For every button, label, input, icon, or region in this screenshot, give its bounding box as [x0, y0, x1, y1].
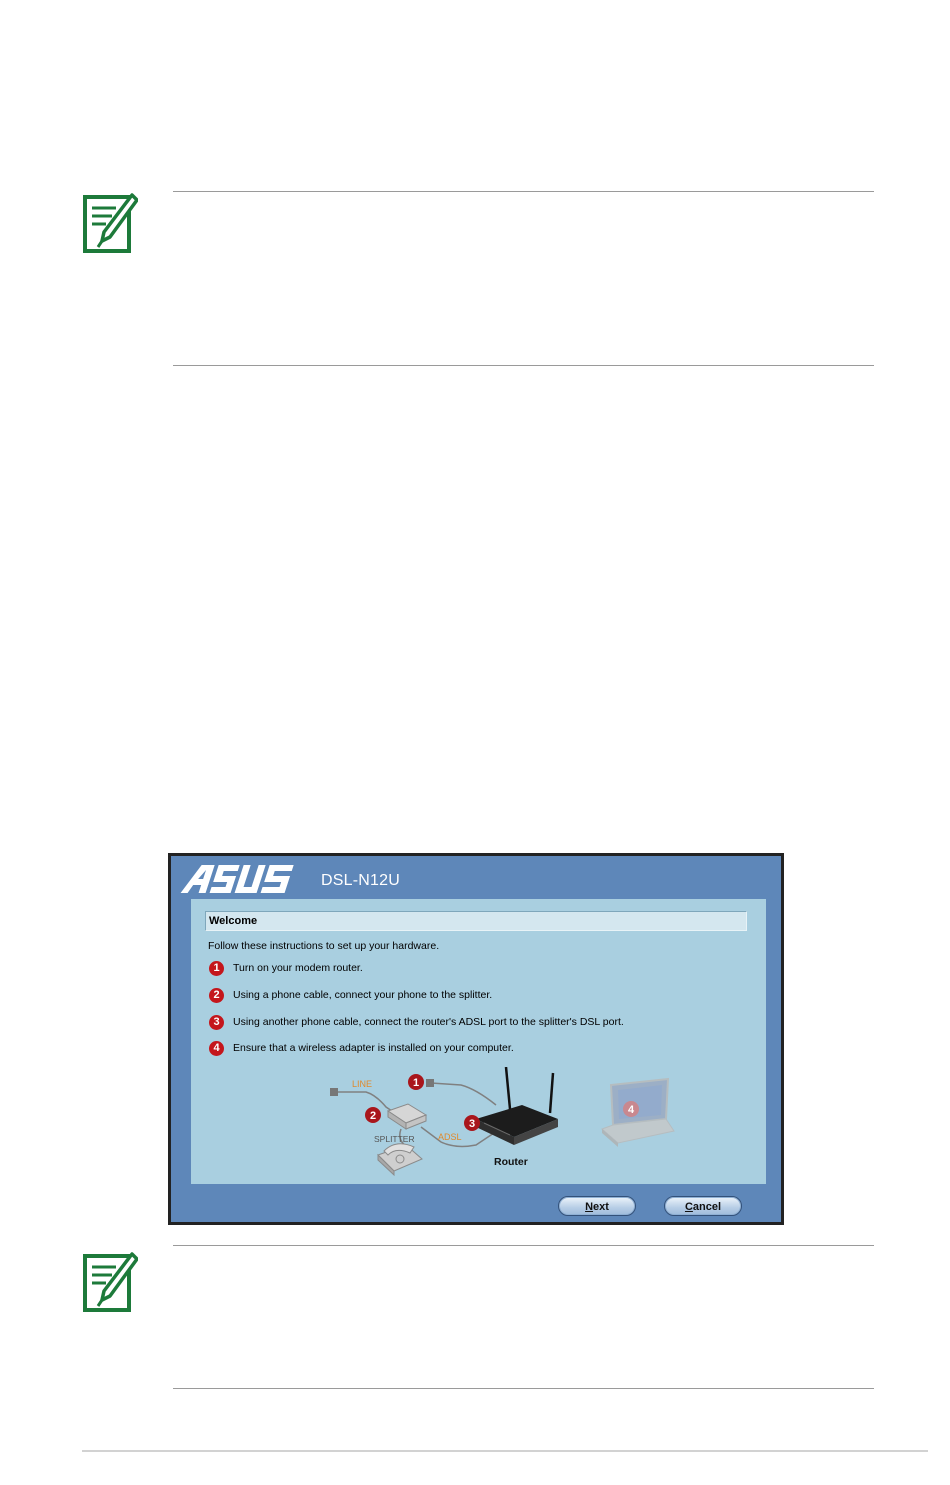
note2-top-rule: [173, 1245, 874, 1246]
step-1: [209, 960, 363, 976]
diagram-badge-2-num: 2: [369, 1110, 377, 1122]
cancel-label: ancel: [692, 1201, 722, 1213]
step-badge: 2: [209, 988, 224, 1003]
line-label: LINE: [352, 1079, 373, 1089]
line-plug: [330, 1088, 338, 1096]
diagram-badge-3-num: 3: [468, 1118, 476, 1130]
cancel-accel: C: [684, 1201, 693, 1213]
telephone-icon: [378, 1144, 422, 1175]
intro-text: Follow these instructions to set up your hardware.: [208, 940, 440, 952]
step-3: [209, 1014, 624, 1030]
cancel-button[interactable]: [664, 1196, 742, 1216]
splitter-icon: [388, 1104, 426, 1129]
step-badge: 4: [209, 1041, 224, 1056]
diagram-badge-1-num: 1: [412, 1077, 420, 1089]
next-accel: N: [585, 1201, 594, 1213]
setup-wizard-window: [168, 853, 784, 1225]
router-label: Router: [494, 1156, 528, 1168]
step-badge: 3: [209, 1015, 224, 1030]
step-text: Using a phone cable, connect your phone to the splitter.: [233, 989, 493, 1002]
note-icon: [82, 191, 138, 255]
product-model: DSL-N12U: [321, 872, 400, 889]
note-top-rule: [173, 191, 874, 192]
power-cable: [431, 1083, 496, 1105]
step-4: [209, 1040, 514, 1056]
step-2: [209, 987, 492, 1003]
laptop-icon: [602, 1079, 674, 1147]
note2-bottom-rule: [173, 1388, 874, 1389]
step-badge: 1: [209, 961, 224, 976]
section-title: Welcome: [205, 911, 747, 931]
note-bottom-rule: [173, 365, 874, 366]
hardware-diagram: [326, 1067, 706, 1182]
step-text: Using another phone cable, connect the router's ADSL port to the splitter's DSL port.: [233, 1016, 624, 1029]
adsl-label: ADSL: [438, 1132, 462, 1142]
footer-rule: [82, 1450, 928, 1452]
asus-logo: [179, 864, 301, 894]
step-text: Turn on your modem router.: [233, 962, 363, 975]
power-plug: [426, 1079, 434, 1087]
wizard-panel: [191, 899, 766, 1184]
splitter-label: SPLITTER: [374, 1134, 415, 1144]
next-label: ext: [593, 1201, 609, 1213]
next-button[interactable]: [558, 1196, 636, 1216]
diagram-badge-4-num: 4: [627, 1104, 635, 1116]
note-icon: [82, 1250, 138, 1314]
step-text: Ensure that a wireless adapter is installed on your computer.: [233, 1042, 514, 1055]
router-icon: [476, 1067, 558, 1145]
